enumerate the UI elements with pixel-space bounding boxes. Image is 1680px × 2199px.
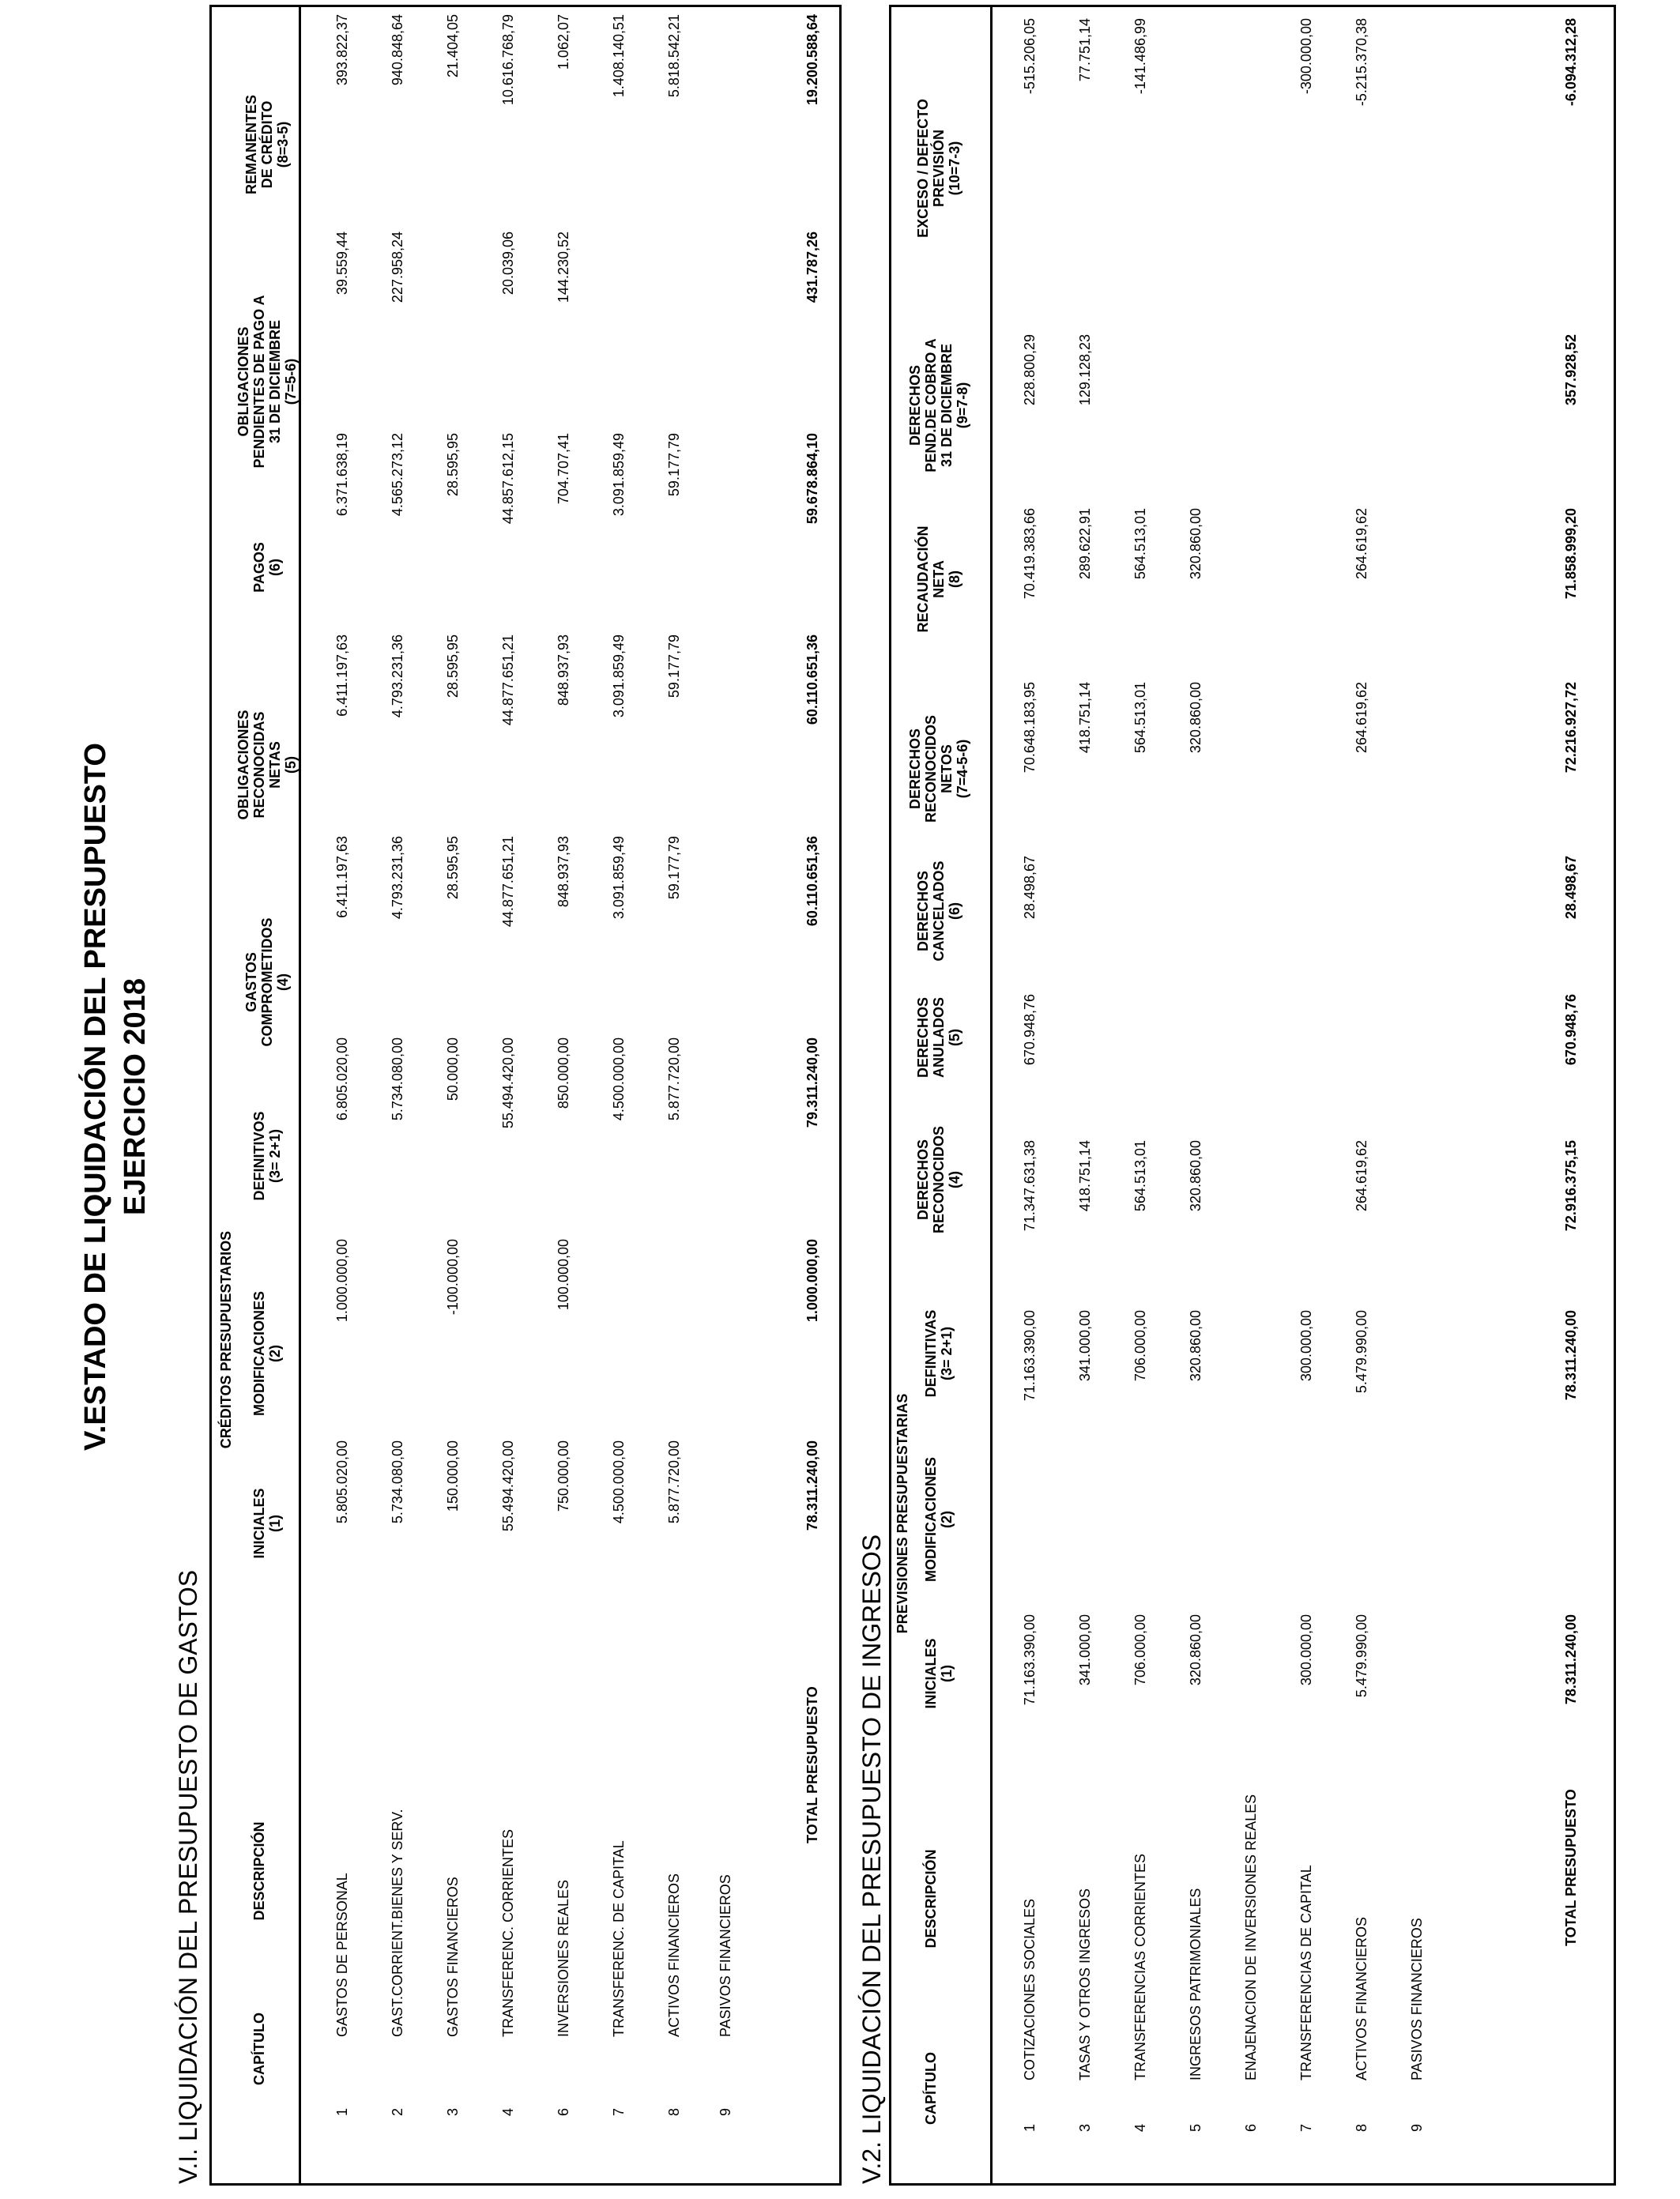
ingresos-table-row xyxy=(1180,7,1211,2183)
gastos-table-cell: GAST.CORRIENT.BIENES Y SERV. xyxy=(390,1809,405,2037)
gastos-table-cell: 100.000,00 xyxy=(556,1239,571,1311)
gastos-table-cell: 5.818.542,21 xyxy=(666,14,682,98)
ingresos-table-cell: 706.000,00 xyxy=(1132,1614,1148,1686)
ingresos-table-cell: 71.163.390,00 xyxy=(1022,1310,1038,1402)
page-title: V.ESTADO DE LIQUIDACIÓN DEL PRESUPUESTO xyxy=(79,743,112,1451)
ingresos-column-header: DEFINITIVAS (3= 2+1) xyxy=(923,1309,955,1398)
ingresos-column-header: RECAUDACIÓN NETA (8) xyxy=(915,525,962,633)
gastos-table-cell: 150.000,00 xyxy=(445,1440,461,1512)
gastos-table-cell: 4.500.000,00 xyxy=(611,1037,627,1121)
gastos-table-cell: 1.408.140,51 xyxy=(611,14,627,98)
gastos-table-cell: 3 xyxy=(445,2108,461,2117)
gastos-table-cell: 39.559,44 xyxy=(334,232,350,296)
ingresos-table-cell: PASIVOS FINANCIEROS xyxy=(1409,1918,1425,2080)
gastos-table-cell: 4 xyxy=(500,2108,516,2117)
gastos-column-header: GASTOS COMPROMETIDOS (4) xyxy=(243,917,291,1047)
ingresos-table-cell: 264.619,62 xyxy=(1354,682,1369,754)
gastos-table-cell: 44.857.612,15 xyxy=(500,433,516,525)
gastos-table-cell: 55.494.420,00 xyxy=(500,1440,516,1532)
ingresos-table-cell: COTIZACIONES SOCIALES xyxy=(1022,1898,1038,2080)
gastos-table-cell: 55.494.420,00 xyxy=(500,1037,516,1129)
ingresos-table-cell: 320.860,00 xyxy=(1188,1140,1203,1212)
ingresos-table-cell: 320.860,00 xyxy=(1188,1310,1203,1382)
gastos-total-cell: 60.110.651,36 xyxy=(804,634,820,725)
gastos-table-cell: 28.595,95 xyxy=(445,836,461,900)
ingresos-total-cell: 78.311.240,00 xyxy=(1563,1614,1579,1705)
ingresos-table-cell: -515.206,05 xyxy=(1022,18,1038,95)
ingresos-table-cell: 341.000,00 xyxy=(1077,1614,1093,1686)
gastos-column-header: INICIALES (1) xyxy=(251,1488,283,1559)
gastos-table-cell: TRANSFERENC. CORRIENTES xyxy=(500,1828,516,2037)
ingresos-total-cell: 78.311.240,00 xyxy=(1563,1310,1579,1401)
ingresos-table-cell: 5.479.990,00 xyxy=(1354,1310,1369,1394)
ingresos-table-cell: 564.513,01 xyxy=(1132,1140,1148,1212)
gastos-table-header xyxy=(212,7,301,2183)
ingresos-table-cell: -141.486,99 xyxy=(1132,18,1148,95)
ingresos-table-cell: 418.751,14 xyxy=(1077,1140,1093,1212)
gastos-table-cell: 5.877.720,00 xyxy=(666,1037,682,1121)
gastos-total-cell: 59.678.864,10 xyxy=(804,433,820,525)
gastos-table-cell: 59.177,79 xyxy=(666,433,682,497)
ingresos-total-cell: 28.498,67 xyxy=(1563,856,1579,920)
gastos-table-cell: 3.091.859,49 xyxy=(611,433,627,517)
gastos-table-cell: 4.565.273,12 xyxy=(390,433,405,517)
gastos-table-row xyxy=(492,7,524,2183)
gastos-table-cell: 28.595,95 xyxy=(445,634,461,698)
gastos-column-header: MODIFICACIONES (2) xyxy=(251,1291,283,1417)
gastos-heading: V.I. LIQUIDACIÓN DEL PRESUPUESTO DE GASTOS xyxy=(174,1569,202,2184)
ingresos-table-cell: 320.860,00 xyxy=(1188,508,1203,580)
gastos-table-cell: 44.877.651,21 xyxy=(500,836,516,928)
gastos-table-cell: ACTIVOS FINANCIEROS xyxy=(666,1873,682,2037)
gastos-table-cell: 850.000,00 xyxy=(556,1037,571,1109)
ingresos-table-cell: 670.948,76 xyxy=(1022,994,1038,1066)
ingresos-total-cell: 71.858.999,20 xyxy=(1563,508,1579,600)
ingresos-table-cell: TRANSFERENCIAS CORRIENTES xyxy=(1132,1853,1148,2080)
gastos-table-cell: 21.404,05 xyxy=(445,14,461,78)
gastos-total-cell: 60.110.651,36 xyxy=(804,836,820,927)
ingresos-table-cell: 300.000,00 xyxy=(1298,1310,1314,1382)
ingresos-table-cell: 7 xyxy=(1298,2124,1314,2133)
gastos-table-cell: 6.411.197,63 xyxy=(334,634,350,717)
gastos-table-cell: GASTOS FINANCIEROS xyxy=(445,1877,461,2037)
ingresos-column-header: EXCESO / DEFECTO PREVISIÓN (10=7-3) xyxy=(915,99,962,238)
gastos-table-cell: 5.877.720,00 xyxy=(666,1440,682,1524)
gastos-table-row xyxy=(548,7,579,2183)
gastos-total-cell: TOTAL PRESUPUESTO xyxy=(804,1686,820,1843)
ingresos-table-row xyxy=(1346,7,1377,2183)
ingresos-table-cell: 564.513,01 xyxy=(1132,508,1148,580)
ingresos-table-cell: 129.128,23 xyxy=(1077,334,1093,406)
ingresos-table-cell: 289.622,91 xyxy=(1077,508,1093,580)
ingresos-total-cell: 72.916.375,15 xyxy=(1563,1140,1579,1232)
gastos-table-cell: 20.039,06 xyxy=(500,232,516,296)
ingresos-column-header: DERECHOS ANULADOS (5) xyxy=(915,997,962,1079)
gastos-table-cell: 848.937,93 xyxy=(556,836,571,908)
ingresos-total-cell: 357.928,52 xyxy=(1563,334,1579,406)
ingresos-table-cell: 8 xyxy=(1354,2124,1369,2133)
ingresos-table-cell: ACTIVOS FINANCIEROS xyxy=(1354,1916,1369,2080)
ingresos-column-header: INICIALES (1) xyxy=(923,1638,955,1709)
ingresos-table-cell: 6 xyxy=(1243,2124,1259,2133)
ingresos-table xyxy=(889,5,1616,2186)
gastos-table-cell: 5.805.020,00 xyxy=(334,1440,350,1524)
ingresos-table-row xyxy=(1290,7,1322,2183)
ingresos-table-cell: 5.479.990,00 xyxy=(1354,1614,1369,1698)
gastos-table-row xyxy=(658,7,690,2183)
ingresos-table-cell: 3 xyxy=(1077,2124,1093,2133)
gastos-column-header: OBLIGACIONES PENDIENTES DE PAGO A 31 DE DICIEMBRE (7=5-6) xyxy=(235,295,299,469)
gastos-table-cell: 393.822,37 xyxy=(334,14,350,86)
gastos-column-header: CAPÍTULO xyxy=(251,2013,267,2085)
gastos-table-cell: 1.062,07 xyxy=(556,14,571,70)
ingresos-column-header: MODIFICACIONES (2) xyxy=(923,1457,955,1583)
ingresos-table-cell: ENAJENACION DE INVERSIONES REALES xyxy=(1243,1794,1259,2080)
gastos-table xyxy=(209,5,842,2186)
gastos-table-cell: GASTOS DE PERSONAL xyxy=(334,1873,350,2037)
ingresos-table-cell: -5.215.370,38 xyxy=(1354,18,1369,107)
gastos-column-header: REMANENTES DE CRÉDITO (8=3-5) xyxy=(243,95,291,195)
ingresos-table-cell: 70.419.383,66 xyxy=(1022,508,1038,600)
gastos-table-cell: 848.937,93 xyxy=(556,634,571,706)
gastos-table-row xyxy=(382,7,413,2183)
ingresos-table-cell: 71.163.390,00 xyxy=(1022,1614,1038,1706)
ingresos-table-cell: 77.751,14 xyxy=(1077,18,1093,82)
gastos-table-cell: PASIVOS FINANCIEROS xyxy=(718,1874,733,2037)
ingresos-table-cell: 418.751,14 xyxy=(1077,682,1093,754)
ingresos-table-cell: 264.619,62 xyxy=(1354,508,1369,580)
ingresos-table-row xyxy=(1235,7,1267,2183)
gastos-group-header: CRÉDITOS PRESUPUESTARIOS xyxy=(218,1230,234,1449)
gastos-table-cell: 2 xyxy=(390,2108,405,2117)
gastos-table-cell: 44.877.651,21 xyxy=(500,634,516,726)
ingresos-table-cell: 300.000,00 xyxy=(1298,1614,1314,1686)
gastos-table-cell: 4.793.231,36 xyxy=(390,836,405,920)
gastos-table-cell: 59.177,79 xyxy=(666,634,682,698)
gastos-table-cell: 1 xyxy=(334,2108,350,2117)
ingresos-heading: V.2. LIQUIDACIÓN DEL PRESUPUESTO DE INGRESOS xyxy=(857,1534,886,2184)
gastos-table-cell: 704.707,41 xyxy=(556,433,571,505)
gastos-table-cell: 6.371.638,19 xyxy=(334,433,350,517)
ingresos-table-row xyxy=(1014,7,1045,2183)
gastos-total-cell: 19.200.588,64 xyxy=(804,14,820,106)
ingresos-table-cell: 5 xyxy=(1188,2124,1203,2133)
ingresos-table-cell: 564.513,01 xyxy=(1132,682,1148,754)
gastos-table-row xyxy=(437,7,469,2183)
ingresos-table-cell: 1 xyxy=(1022,2124,1038,2133)
ingresos-total-row xyxy=(1555,7,1587,2183)
ingresos-table-cell: 320.860,00 xyxy=(1188,682,1203,754)
gastos-table-cell: 7 xyxy=(611,2108,627,2117)
ingresos-total-cell: 72.216.927,72 xyxy=(1563,682,1579,774)
ingresos-table-cell: 264.619,62 xyxy=(1354,1140,1369,1212)
ingresos-total-cell: 670.948,76 xyxy=(1563,994,1579,1066)
gastos-column-header: DESCRIPCIÓN xyxy=(251,1821,267,1921)
ingresos-table-cell: TASAS Y OTROS INGRESOS xyxy=(1077,1888,1093,2080)
gastos-table-cell: 750.000,00 xyxy=(556,1440,571,1512)
gastos-total-cell: 1.000.000,00 xyxy=(804,1239,820,1323)
gastos-table-cell: 6.805.020,00 xyxy=(334,1037,350,1121)
ingresos-column-header: CAPÍTULO xyxy=(923,2052,939,2125)
ingresos-table-cell: 341.000,00 xyxy=(1077,1310,1093,1382)
gastos-table-cell: 3.091.859,49 xyxy=(611,634,627,718)
gastos-table-cell: 5.734.080,00 xyxy=(390,1440,405,1524)
gastos-table-cell: 50.000,00 xyxy=(445,1037,461,1101)
gastos-table-cell: 59.177,79 xyxy=(666,836,682,900)
gastos-table-cell: 4.500.000,00 xyxy=(611,1440,627,1524)
gastos-table-cell: 6.411.197,63 xyxy=(334,836,350,918)
gastos-table-cell: 3.091.859,49 xyxy=(611,836,627,920)
ingresos-table-cell: TRANSFERENCIAS DE CAPITAL xyxy=(1298,1865,1314,2080)
gastos-table-row xyxy=(710,7,741,2183)
gastos-table-cell: 6 xyxy=(556,2108,571,2117)
ingresos-column-header: DERECHOS PEND.DE COBRO A 31 DE DICIEMBRE (9=7-8) xyxy=(907,338,970,473)
ingresos-column-header: DERECHOS RECONOCIDOS (4) xyxy=(915,1126,962,1234)
gastos-table-cell: 4.793.231,36 xyxy=(390,634,405,718)
gastos-table-cell: 8 xyxy=(666,2108,682,2117)
ingresos-table-cell: 706.000,00 xyxy=(1132,1310,1148,1382)
ingresos-table-cell: 70.648.183,95 xyxy=(1022,682,1038,774)
ingresos-table-cell: 4 xyxy=(1132,2124,1148,2133)
gastos-table-cell: 5.734.080,00 xyxy=(390,1037,405,1121)
page-subtitle: EJERCICIO 2018 xyxy=(119,978,152,1215)
ingresos-table-cell: 71.347.631,38 xyxy=(1022,1140,1038,1232)
gastos-table-row xyxy=(326,7,358,2183)
ingresos-table-cell: 320.860,00 xyxy=(1188,1614,1203,1686)
gastos-table-cell: TRANSFERENC. DE CAPITAL xyxy=(611,1840,627,2037)
gastos-column-header: OBLIGACIONES RECONOCIDAS NETAS (5) xyxy=(235,710,299,820)
ingresos-table-cell: 9 xyxy=(1409,2124,1425,2133)
gastos-table-cell: 940.848,64 xyxy=(390,14,405,86)
ingresos-total-cell: -6.094.312,28 xyxy=(1563,18,1579,107)
gastos-table-cell: 227.958,24 xyxy=(390,232,405,303)
ingresos-column-header: DERECHOS RECONOCIDOS NETOS (7=4-5-6) xyxy=(907,715,970,823)
gastos-table-cell: 1.000.000,00 xyxy=(334,1239,350,1323)
gastos-table-cell: 144.230,52 xyxy=(556,232,571,303)
ingresos-table-header xyxy=(891,7,993,2183)
ingresos-table-row xyxy=(1069,7,1101,2183)
ingresos-table-row xyxy=(1401,7,1433,2183)
ingresos-table-cell: 28.498,67 xyxy=(1022,856,1038,920)
gastos-table-cell: 9 xyxy=(718,2108,733,2117)
gastos-table-row xyxy=(603,7,635,2183)
gastos-column-header: PAGOS (6) xyxy=(251,542,283,593)
gastos-table-cell: INVERSIONES REALES xyxy=(556,1879,571,2037)
gastos-total-cell: 79.311.240,00 xyxy=(804,1037,820,1128)
ingresos-group-header: PREVISIONES PRESUPUESTARIAS xyxy=(895,1393,910,1634)
gastos-total-cell: 78.311.240,00 xyxy=(804,1440,820,1531)
ingresos-table-cell: 228.800,29 xyxy=(1022,334,1038,406)
ingresos-total-cell: TOTAL PRESUPUESTO xyxy=(1563,1789,1579,1946)
ingresos-column-header: DERECHOS CANCELADOS (6) xyxy=(915,860,962,962)
ingresos-table-cell: -300.000,00 xyxy=(1298,18,1314,95)
ingresos-column-header: DESCRIPCIÓN xyxy=(923,1849,939,1949)
gastos-total-row xyxy=(797,7,828,2183)
gastos-table-cell: 10.616.768,79 xyxy=(500,14,516,106)
ingresos-table-cell: INGRESOS PATRIMONIALES xyxy=(1188,1888,1203,2080)
gastos-column-header: DEFINITIVOS (3= 2+1) xyxy=(251,1111,283,1201)
ingresos-table-row xyxy=(1124,7,1156,2183)
gastos-total-cell: 431.787,26 xyxy=(804,232,820,303)
gastos-table-cell: 28.595,95 xyxy=(445,433,461,497)
gastos-table-cell: -100.000,00 xyxy=(445,1239,461,1316)
